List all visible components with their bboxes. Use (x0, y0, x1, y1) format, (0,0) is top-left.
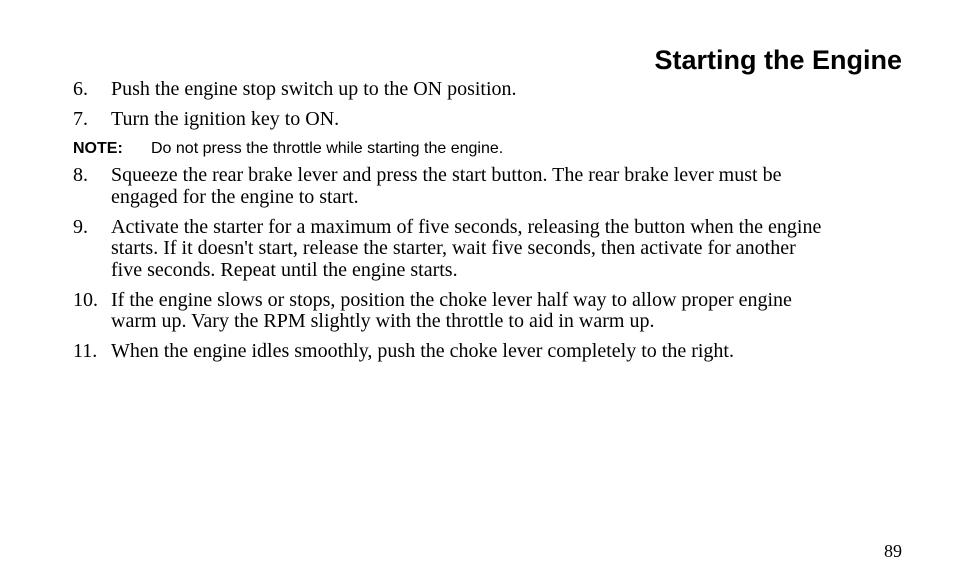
step-number: 7. (73, 108, 88, 130)
note-text: Do not press the throttle while starting the engine. (151, 139, 504, 157)
page-number: 89 (884, 541, 902, 561)
step-number: 6. (73, 78, 88, 100)
step-text-line: five seconds. Repeat until the engine starts. (111, 258, 458, 281)
note-label: NOTE: (73, 139, 123, 157)
step-8 (73, 165, 913, 208)
step-text (111, 79, 913, 101)
step-number: 9. (73, 215, 88, 238)
step-text-line: When the engine idles smoothly, push the choke lever completely to the right. (111, 340, 734, 362)
step-7 (73, 109, 913, 131)
step-text (111, 217, 913, 282)
step-list (73, 79, 913, 363)
step-text (111, 341, 913, 363)
step-text-line: Turn the ignition key to ON. (111, 108, 340, 130)
step-6 (73, 79, 913, 101)
step-text-line: Squeeze the rear brake lever and press the start button. The rear brake lever must be (111, 164, 782, 186)
section-title: Starting the Engine (654, 45, 902, 75)
step-text-line: warm up. Vary the RPM slightly with the throttle to aid in warm up. (111, 310, 655, 332)
step-text-line: If the engine slows or stops, position the choke lever half way to allow proper engine (111, 288, 792, 311)
step-text-line: Push the engine stop switch up to the ON position. (111, 78, 517, 100)
step-11 (73, 341, 913, 363)
step-text (111, 165, 913, 208)
step-9 (73, 217, 913, 282)
step-number: 10. (73, 288, 98, 311)
step-text-line: engaged for the engine to start. (111, 185, 359, 208)
step-text (111, 290, 913, 333)
note-block (73, 138, 913, 160)
step-number: 11. (73, 340, 98, 362)
step-text-line: starts. If it doesn't start, release the starter, wait five seconds, then activate for another (111, 237, 796, 259)
step-number: 8. (73, 164, 88, 186)
step-text-line: Activate the starter for a maximum of five seconds, releasing the button when the engine (111, 215, 822, 238)
step-text (111, 109, 913, 131)
step-10 (73, 290, 913, 333)
